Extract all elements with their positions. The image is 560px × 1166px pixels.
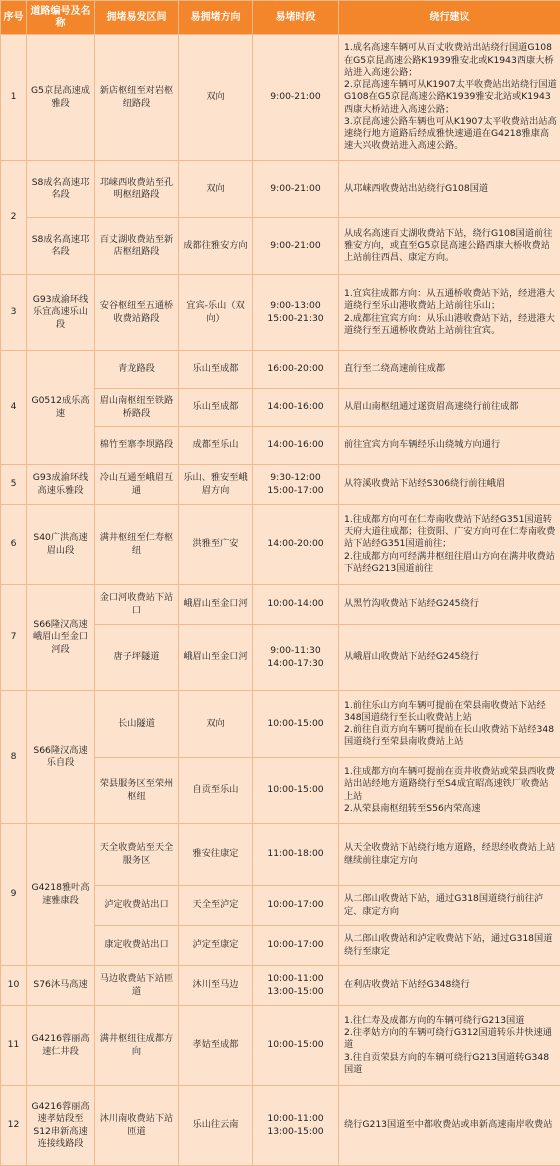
cell-road: G4216蓉丽高速孝姑段至S12串新高速连接线路段 [27, 1086, 95, 1166]
cell-direction: 天全至泸定 [179, 886, 253, 926]
cell-advice [339, 1086, 560, 1166]
advice-line: 从天全收费站下站绕行地方道路，经思经收费站上站继续前往康定方向 [344, 842, 557, 866]
advice-line: 2.成都往宜宾方向：从乐山港收费站下站，经进港大道绕行至五通桥收费站上站前往宜宾。 [344, 313, 557, 337]
cell-section: 泸定收费站出口 [95, 886, 179, 926]
cell-section: 长山隧道 [95, 691, 179, 758]
cell-direction: 峨眉山至金口河 [179, 625, 253, 691]
cell-section: 天全收费站至天全服务区 [95, 824, 179, 886]
cell-direction: 成都至乐山 [179, 427, 253, 465]
cell-period: 9:00-13:00 15:00-21:30 [253, 275, 339, 351]
header-road: 道路编号及名称 [27, 1, 95, 35]
cell-period: 10:00-15:00 [253, 1006, 339, 1086]
cell-direction: 乐山往云南 [179, 1086, 253, 1166]
cell-road: G4216蓉丽高速仁井段 [27, 1006, 95, 1086]
cell-no: 11 [1, 1006, 27, 1086]
cell-advice [339, 35, 560, 161]
cell-advice [339, 389, 560, 427]
advice-line: 从黑竹沟收费站下站经G245绕行 [344, 598, 557, 610]
cell-direction: 泸定至康定 [179, 926, 253, 966]
advice-line: 3.京昆高速公路车辆也可从K1907太平收费站出站高速绕行地方道路后经成雅快速通道在G4218雅康高速大兴收费站进入高速公路。 [344, 116, 557, 153]
cell-no: 5 [1, 465, 27, 505]
advice-line: 2.从荣县南枢纽转至S56内荣高速 [344, 803, 557, 815]
table-row [1, 1006, 560, 1086]
cell-period: 14:00-16:00 [253, 389, 339, 427]
cell-road: G0512成乐高速 [27, 351, 95, 465]
cell-section: 棉竹至寨李坝路段 [95, 427, 179, 465]
cell-section: 荣县服务区至荣州枢纽 [95, 758, 179, 824]
cell-direction: 洪雅至广安 [179, 505, 253, 585]
cell-direction: 雅安往康定 [179, 824, 253, 886]
cell-period: 16:00-20:00 [253, 351, 339, 389]
cell-period: 11:00-18:00 [253, 824, 339, 886]
cell-section: 沐川南收费站下站匝道 [95, 1086, 179, 1166]
cell-no: 6 [1, 505, 27, 585]
cell-period: 9:00-21:00 [253, 35, 339, 161]
cell-road: S66隆汉高速峨眉山至金口河段 [27, 585, 95, 691]
cell-section: 安谷枢纽至五通桥收费站路段 [95, 275, 179, 351]
cell-direction: 峨眉山至金口河 [179, 585, 253, 625]
cell-direction: 乐山、雅安至峨眉方向 [179, 465, 253, 505]
cell-section: 满井枢纽至仁寿枢纽 [95, 505, 179, 585]
advice-line: 直行至二绕高速前往成都 [344, 363, 557, 375]
cell-direction: 孝姑至成都 [179, 1006, 253, 1086]
advice-line: 2.往成都方向可经满井枢纽往眉山方向在满井收费站下站经G213国道前往 [344, 551, 557, 575]
table-row [1, 1086, 560, 1166]
advice-line: 3.往自贡荣县方向的车辆可绕行G213国道转G348国道 [344, 1052, 557, 1076]
cell-road: S8成名高速邛名段 [27, 161, 95, 218]
cell-advice [339, 427, 560, 465]
advice-line: 在利店收费站下站经G348绕行 [344, 979, 557, 991]
cell-road: S8成名高速邛名段 [27, 218, 95, 275]
cell-period: 9:00-11:30 14:00-17:30 [253, 625, 339, 691]
cell-no: 3 [1, 275, 27, 351]
header-advice: 绕行建议 [339, 1, 560, 35]
table-row [1, 465, 560, 505]
advice-line: 2.往孝姑方向的车辆可绕行G312国道转乐井快速通道 [344, 1027, 557, 1051]
cell-advice [339, 625, 560, 691]
cell-period: 10:00-17:00 [253, 886, 339, 926]
advice-line: 1.前往乐山方向车辆可提前在荣县南收费站下站经348国道绕行至长山收费站上站 [344, 700, 557, 724]
cell-period: 10:00-15:00 [253, 758, 339, 824]
cell-road: G5京昆高速成雅段 [27, 35, 95, 161]
cell-advice [339, 824, 560, 886]
advice-line: 1.往成都方向可在仁寿南收费站下站经G351国道转天府大道往成都；往资阳、广安方向可在仁寿南收费站下站经G351国道前往； [344, 514, 557, 551]
cell-road: G93成渝环线乐宜高速乐山段 [27, 275, 95, 351]
cell-no: 12 [1, 1086, 27, 1166]
cell-direction: 乐山至成都 [179, 351, 253, 389]
cell-no: 10 [1, 966, 27, 1006]
cell-period: 14:00-16:00 [253, 427, 339, 465]
table-row [1, 585, 560, 625]
advice-line: 1.往成都方向车辆可提前在贡井收费站或荣县西收费站出站经地方道路绕行至S4成宜昭高速铁厂收费站上站 [344, 766, 557, 803]
advice-line: 从峨眉山收费站下站经G245绕行 [344, 651, 557, 663]
advice-line: 前往宜宾方向车辆经乐山绕城方向通行 [344, 439, 557, 451]
advice-line: 从二郎山收费站下站，通过G318国道绕行前往泸定、康定方向 [344, 893, 557, 917]
advice-line: 1.成名高速车辆可从百丈收费站出站绕行国道G108在G5京昆高速公路K1939雅安北或K1943西康大桥站进入高速公路； [344, 42, 557, 79]
advice-line: 2.京昆高速车辆可从K1907太平收费站出站绕行国道G108在G5京昆高速公路K1939雅安北站或K1943西康大桥站进入高速公路； [344, 79, 557, 116]
cell-advice [339, 505, 560, 585]
cell-road: S40广洪高速眉山段 [27, 505, 95, 585]
cell-direction: 双向 [179, 691, 253, 758]
table-row [1, 35, 560, 161]
cell-direction: 沐川至马边 [179, 966, 253, 1006]
cell-road: G93成渝环线高速乐雅段 [27, 465, 95, 505]
cell-section: 金口河收费站下站口 [95, 585, 179, 625]
cell-direction: 自贡至乐山 [179, 758, 253, 824]
cell-advice [339, 758, 560, 824]
advice-line: 1.往仁寿及成都方向的车辆可绕行G213国道 [344, 1015, 557, 1027]
table-row [1, 218, 560, 275]
cell-direction: 乐山至成都 [179, 389, 253, 427]
cell-advice [339, 218, 560, 275]
header-direction: 易拥堵方向 [179, 1, 253, 35]
cell-advice [339, 275, 560, 351]
cell-section: 新店枢纽至对岩枢纽路段 [95, 35, 179, 161]
cell-period: 10:00-15:00 [253, 691, 339, 758]
cell-advice [339, 966, 560, 1006]
advice-line: 从成名高速百丈湖收费站下站，绕行G108国道前往雅安方向，或直至G5京昆高速公路西康大桥收费站上站前往西昌、康定方向。 [344, 228, 557, 265]
cell-direction: 双向 [179, 35, 253, 161]
table-row [1, 691, 560, 758]
cell-road: S76沐马高速 [27, 966, 95, 1006]
table-row [1, 824, 560, 886]
cell-no: 4 [1, 351, 27, 465]
advice-line: 从邛崃西收费站出站绕行G108国道 [344, 183, 557, 195]
table-row [1, 161, 560, 218]
table-row [1, 505, 560, 585]
cell-road: G4218雅叶高速雅康段 [27, 824, 95, 966]
cell-advice [339, 585, 560, 625]
header-period: 易堵时段 [253, 1, 339, 35]
advice-line: 绕行G213国道至中都收费站或串新高速南岸收费站 [344, 1119, 557, 1131]
cell-section: 青龙路段 [95, 351, 179, 389]
cell-advice [339, 465, 560, 505]
cell-no: 1 [1, 35, 27, 161]
cell-direction: 成都往雅安方向 [179, 218, 253, 275]
header-no: 序号 [1, 1, 27, 35]
cell-period: 10:00-11:00 13:00-15:00 [253, 1086, 339, 1166]
cell-direction: 双向 [179, 161, 253, 218]
cell-period: 10:00-14:00 [253, 585, 339, 625]
cell-advice [339, 351, 560, 389]
table-row [1, 275, 560, 351]
cell-section: 冷山互通至峨眉互通 [95, 465, 179, 505]
advice-line: 1.宜宾往成都方向：从五通桥收费站下站，经进港大道绕行至乐山港收费站上站前往乐山； [344, 288, 557, 312]
table-row [1, 351, 560, 389]
cell-section: 满井枢纽往成都方向 [95, 1006, 179, 1086]
cell-period: 9:30-12:00 15:00-17:00 [253, 465, 339, 505]
header-section: 拥堵易发区间 [95, 1, 179, 35]
cell-direction: 宜宾-乐山（双向） [179, 275, 253, 351]
cell-period: 14:00-20:00 [253, 505, 339, 585]
cell-advice [339, 886, 560, 926]
advice-line: 2.前往自贡方向车辆可提前在长山收费站下站经348国道绕行至荣县南收费站上站 [344, 724, 557, 748]
cell-no: 8 [1, 691, 27, 824]
table-header [1, 1, 560, 35]
cell-period: 9:00-21:00 [253, 218, 339, 275]
advice-line: 从符溪收费站下站经S306绕行前往峨眉 [344, 478, 557, 490]
cell-advice [339, 926, 560, 966]
cell-advice [339, 691, 560, 758]
cell-no: 2 [1, 161, 27, 275]
cell-road: S66隆汉高速乐自段 [27, 691, 95, 824]
cell-period: 10:00-17:00 [253, 926, 339, 966]
cell-advice [339, 161, 560, 218]
cell-period: 10:00-11:00 13:00-15:00 [253, 966, 339, 1006]
cell-no: 7 [1, 585, 27, 691]
cell-section: 马边收费站下站匝道 [95, 966, 179, 1006]
cell-no: 9 [1, 824, 27, 966]
cell-advice [339, 1006, 560, 1086]
cell-section: 唐子坪隧道 [95, 625, 179, 691]
cell-section: 百丈湖收费站至新店枢纽路段 [95, 218, 179, 275]
cell-section: 康定收费站出口 [95, 926, 179, 966]
table-row [1, 966, 560, 1006]
advice-line: 从二郎山收费站和泸定收费站下站，通过G318国道绕行至康定 [344, 933, 557, 957]
advice-line: 从眉山南枢纽通过遂资眉高速绕行前往成都 [344, 401, 557, 413]
cell-section: 眉山南枢纽至铁路桥路段 [95, 389, 179, 427]
cell-period: 9:00-21:00 [253, 161, 339, 218]
cell-section: 邛崃西收费站至孔明枢纽路段 [95, 161, 179, 218]
